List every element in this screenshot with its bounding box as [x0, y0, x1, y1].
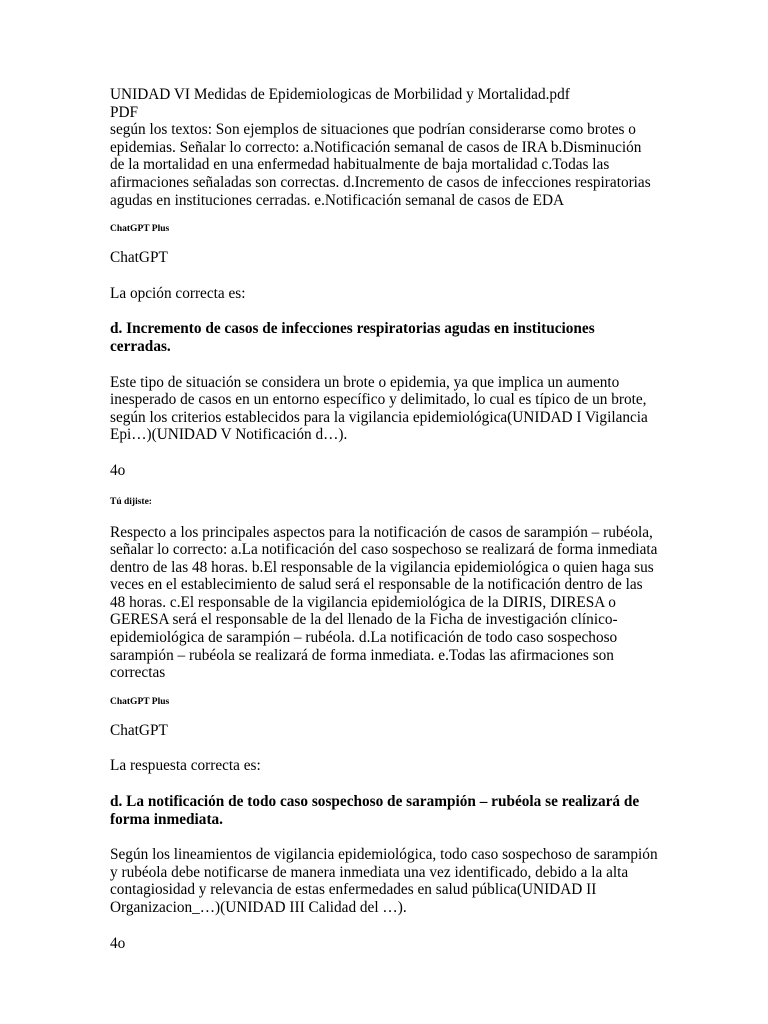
answer-1-bold: d. Incremento de casos de infecciones respiratorias agudas en instituciones cerradas. — [110, 320, 595, 355]
answer-2-explanation: Según los lineamientos de vigilancia epidemiológica, todo caso sospechoso de sarampión y rubéola debe notificarse de manera inmediata una vez identificado, debido a la alta contagiosidad y relevancia de estas enfermedades en salud pública(UNIDAD II Organizacion_…)(UNIDAD III Calidad del …). — [110, 846, 658, 916]
model-label-2: 4o — [110, 934, 126, 952]
speaker-label-assistant-2: ChatGPT Plus — [110, 696, 170, 707]
question-1-text: según los textos: Son ejemplos de situaciones que podrían considerarse como brotes o epidemias. Señalar lo correcto: a.Notificación semanal de casos de IRA b.Disminución de la mortalidad en una enfermedad habitualmente de baja mortalidad c.Todas las afirmaciones señaladas son correctas. d.Incremento de casos de infecciones respiratorias agudas en instituciones cerradas. e.Notificación semanal de casos de EDA — [110, 121, 651, 209]
answer-1-explanation: Este tipo de situación se considera un brote o epidemia, ya que implica un aumento inesperado de casos en un entorno específico y delimitado, lo cual es típico de un brote, según los criterios establecidos para la vigilancia epidemiológica(UNIDAD I Vigilancia Epi…)(UNIDAD V Notificación d…). — [110, 373, 648, 444]
answer-2-intro: La respuesta correcta es: — [110, 757, 261, 775]
speaker-label-assistant-1: ChatGPT Plus — [110, 224, 170, 235]
speaker-label-user: Tú dijiste: — [110, 496, 152, 507]
file-type: PDF — [110, 103, 139, 121]
answer-2-bold: d. La notificación de todo caso sospechoso de sarampión – rubéola se realizará de forma inmediata. — [110, 793, 640, 828]
document-page — [110, 86, 658, 952]
question-2-text: Respecto a los principales aspectos para la notificación de casos de sarampión – rubéola, señalar lo correcto: a.La notificación del caso sospechoso se realizará de forma inmediata dentro de las 48 horas. b.El responsable de la vigilancia epidemiológica o quien haga sus veces en el establecimiento de salud será el responsable de la notificación dentro de las 48 horas. c.El responsable de la vigilancia epidemiológica de la DIRIS, DIRESA o GERESA será el responsable de la del llenado de la Ficha de investigación clínico-epidemiológica de sarampión – rubéola. d.La notificación de todo caso sospechoso sarampión – rubéola se realizará de forma inmediata. e.Todas las afirmaciones son correctas — [110, 523, 658, 682]
assistant-name-2: ChatGPT — [110, 721, 168, 739]
file-title: UNIDAD VI Medidas de Epidemiologicas de Morbilidad y Mortalidad.pdf — [110, 86, 570, 103]
model-label-1: 4o — [110, 461, 126, 479]
answer-1-intro: La opción correcta es: — [110, 284, 246, 302]
assistant-name-1: ChatGPT — [110, 249, 168, 267]
